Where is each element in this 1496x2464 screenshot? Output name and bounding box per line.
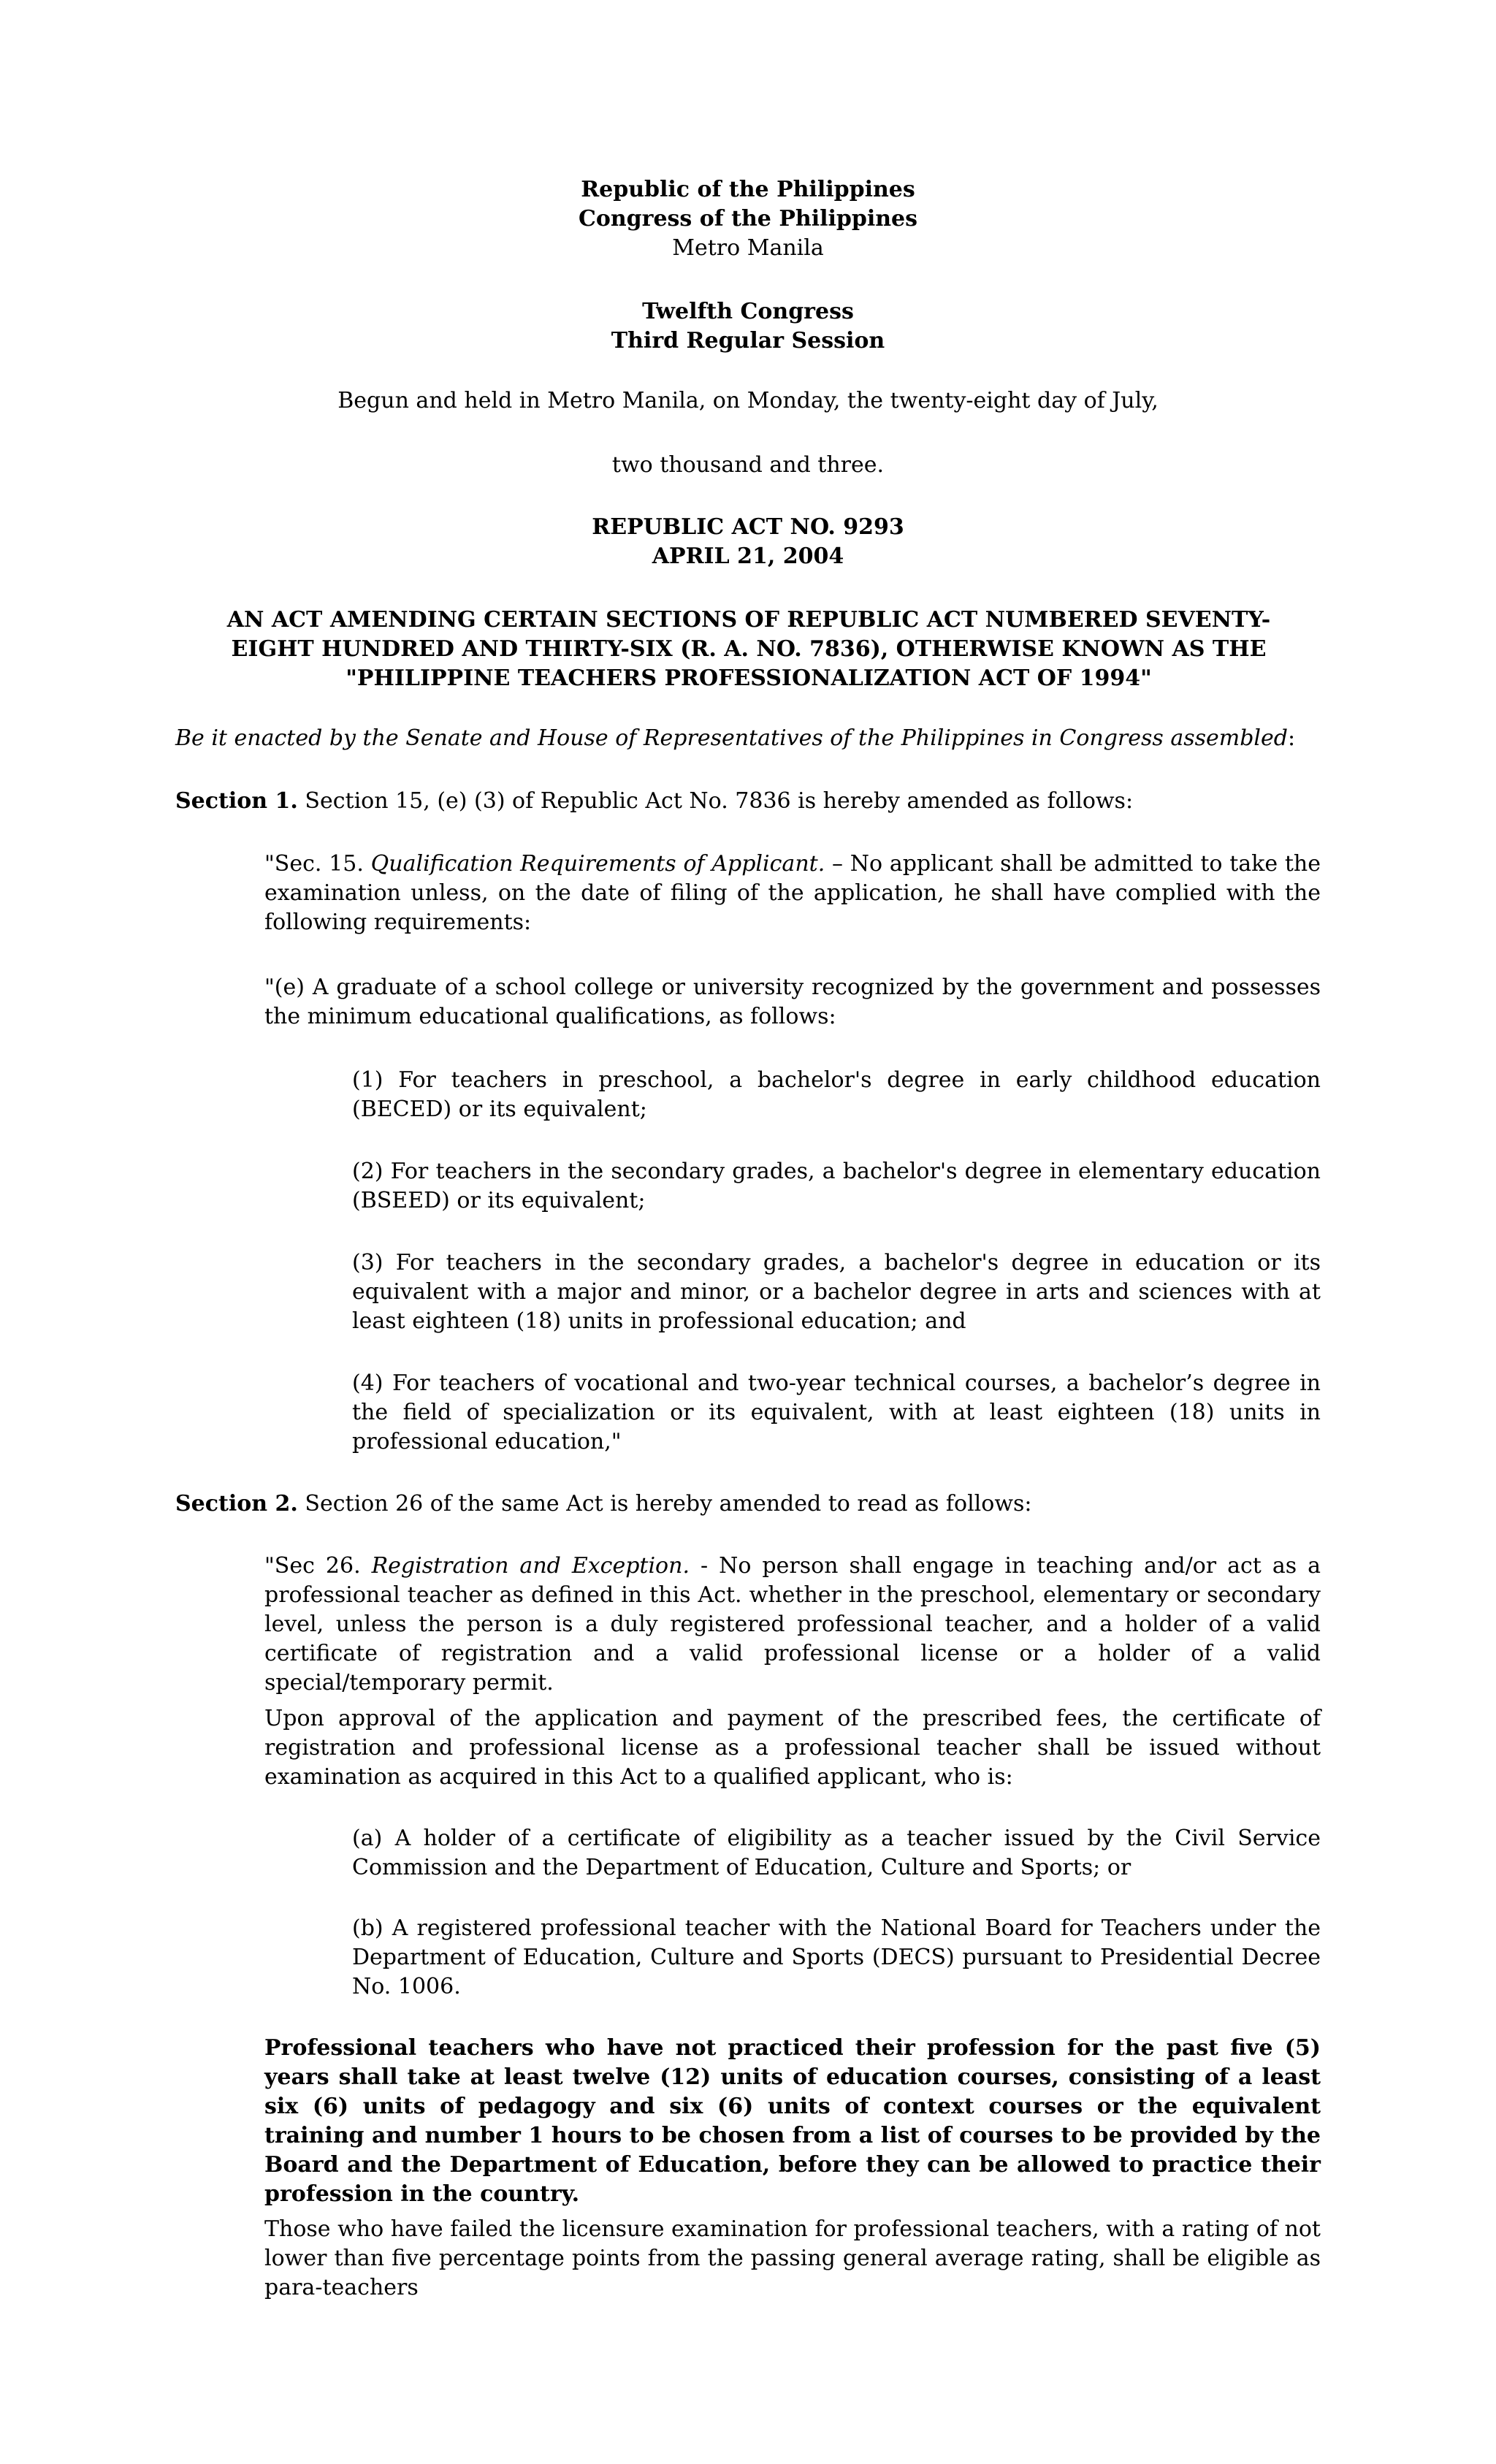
section-2-text: Section 26 of the same Act is hereby amended to read as follows: <box>305 1491 1032 1517</box>
header-block <box>0 175 1496 263</box>
year-line-wrap <box>0 451 1496 480</box>
header-congress: Congress of the Philippines <box>578 206 918 232</box>
section-2-label: Section 2. <box>175 1491 298 1517</box>
sec15-item-1: (1) For teachers in preschool, a bachelor's degree in early childhood education (BECED) or its equivalent; <box>352 1067 1321 1122</box>
section-1-text: Section 15, (e) (3) of Republic Act No. 7836 is hereby amended as follows: <box>305 788 1134 814</box>
session-name: Third Regular Session <box>611 328 885 354</box>
act-date: APRIL 21, 2004 <box>652 543 844 569</box>
sec15-item-4: (4) For teachers of vocational and two-year technical courses, a bachelor’s degree in the field of specialization or its equivalent, with at least eighteen (18) units in professional education," <box>352 1370 1321 1454</box>
begun-line: Begun and held in Metro Manila, on Monday, the twenty-eight day of July, <box>337 388 1159 413</box>
sec15-text: – No applicant shall be admitted to take the examination unless, on the date of filing of the application, he shall have complied with the following requirements: <box>264 851 1321 935</box>
approval-paragraph: Upon approval of the application and payment of the prescribed fees, the certificate of registration and professional license as a professional teacher shall be issued without examination as acquired in this Act to a qualified applicant, who is: <box>264 1706 1321 1790</box>
sec26-item-b: (b) A registered professional teacher with the National Board for Teachers under the Department of Education, Culture and Sports (DECS) pursuant to Presidential Decree No. 1006. <box>352 1915 1321 1999</box>
session-block <box>0 297 1496 356</box>
enacting-clause-text: Be it enacted by the Senate and House of Representatives of the Philippines in Congress assembled <box>175 725 1288 751</box>
congress-number: Twelfth Congress <box>642 299 854 324</box>
failed-examinees-paragraph: Those who have failed the licensure examination for professional teachers, with a rating of not lower than five percentage points from the passing general average rating, shall be eligible as para-teachers <box>264 2216 1321 2300</box>
enacting-clause-colon: : <box>1287 725 1296 751</box>
header-location: Metro Manila <box>672 235 824 261</box>
sec26-text: - No person shall engage in teaching and/or act as a professional teacher as defined in this Act. whether in the preschool, elementary or secondary level, unless the person is a duly registered professional teacher, and a holder of a valid certificate of registration and a valid professional license or a holder of a valid special/temporary permit. <box>264 1553 1321 1696</box>
act-number: REPUBLIC ACT NO. 9293 <box>592 514 904 540</box>
sec26-item-a: (a) A holder of a certificate of eligibility as a teacher issued by the Civil Service Commission and the Department of Education, Culture and Sports; or <box>352 1826 1321 1880</box>
professional-teachers-paragraph: Professional teachers who have not practiced their profession for the past five (5) years shall take at least twelve (12) units of education courses, consisting of a least six (6) units of pedagogy and six (6) units of context courses or the equivalent training and number 1 hours to be chosen from a list of courses to be provided by the Board and the Department of Education, before they can be allowed to practice their profession in the country. <box>264 2035 1321 2207</box>
act-title: AN ACT AMENDING CERTAIN SECTIONS OF REPUBLIC ACT NUMBERED SEVENTY-EIGHT HUNDRED AND THIRTY-SIX (R. A. NO. 7836), OTHERWISE KNOWN AS THE "PHILIPPINE TEACHERS PROFESSIONALIZATION ACT OF 1994" <box>226 607 1271 691</box>
year-line: two thousand and three. <box>611 452 885 478</box>
header-republic: Republic of the Philippines <box>581 177 915 202</box>
section-1-heading <box>175 787 1322 816</box>
section-1-label: Section 1. <box>175 788 298 814</box>
sec15-prefix: "Sec. 15. <box>264 851 371 877</box>
section-2-heading <box>175 1490 1322 1519</box>
sec26-prefix: "Sec 26. <box>264 1553 372 1579</box>
act-number-block <box>0 513 1496 571</box>
sec15-paragraph <box>264 850 1321 937</box>
sec26-paragraph <box>264 1552 1321 1698</box>
sec15-item-3: (3) For teachers in the secondary grades, a bachelor's degree in education or its equivalent with a major and minor, or a bachelor degree in arts and sciences with at least eighteen (18) units in professional education; and <box>352 1250 1321 1334</box>
sec15-title: Qualification Requirements of Applicant. <box>370 851 825 877</box>
begun-line-wrap <box>0 386 1496 416</box>
sec15-item-2: (2) For teachers in the secondary grades, a bachelor's degree in elementary education (BSEED) or its equivalent; <box>352 1159 1321 1213</box>
sec15-e-paragraph: "(e) A graduate of a school college or university recognized by the government and possesses the minimum educational qualifications, as follows: <box>264 974 1321 1029</box>
enacting-clause <box>175 724 1322 753</box>
sec26-title: Registration and Exception. <box>371 1553 690 1579</box>
